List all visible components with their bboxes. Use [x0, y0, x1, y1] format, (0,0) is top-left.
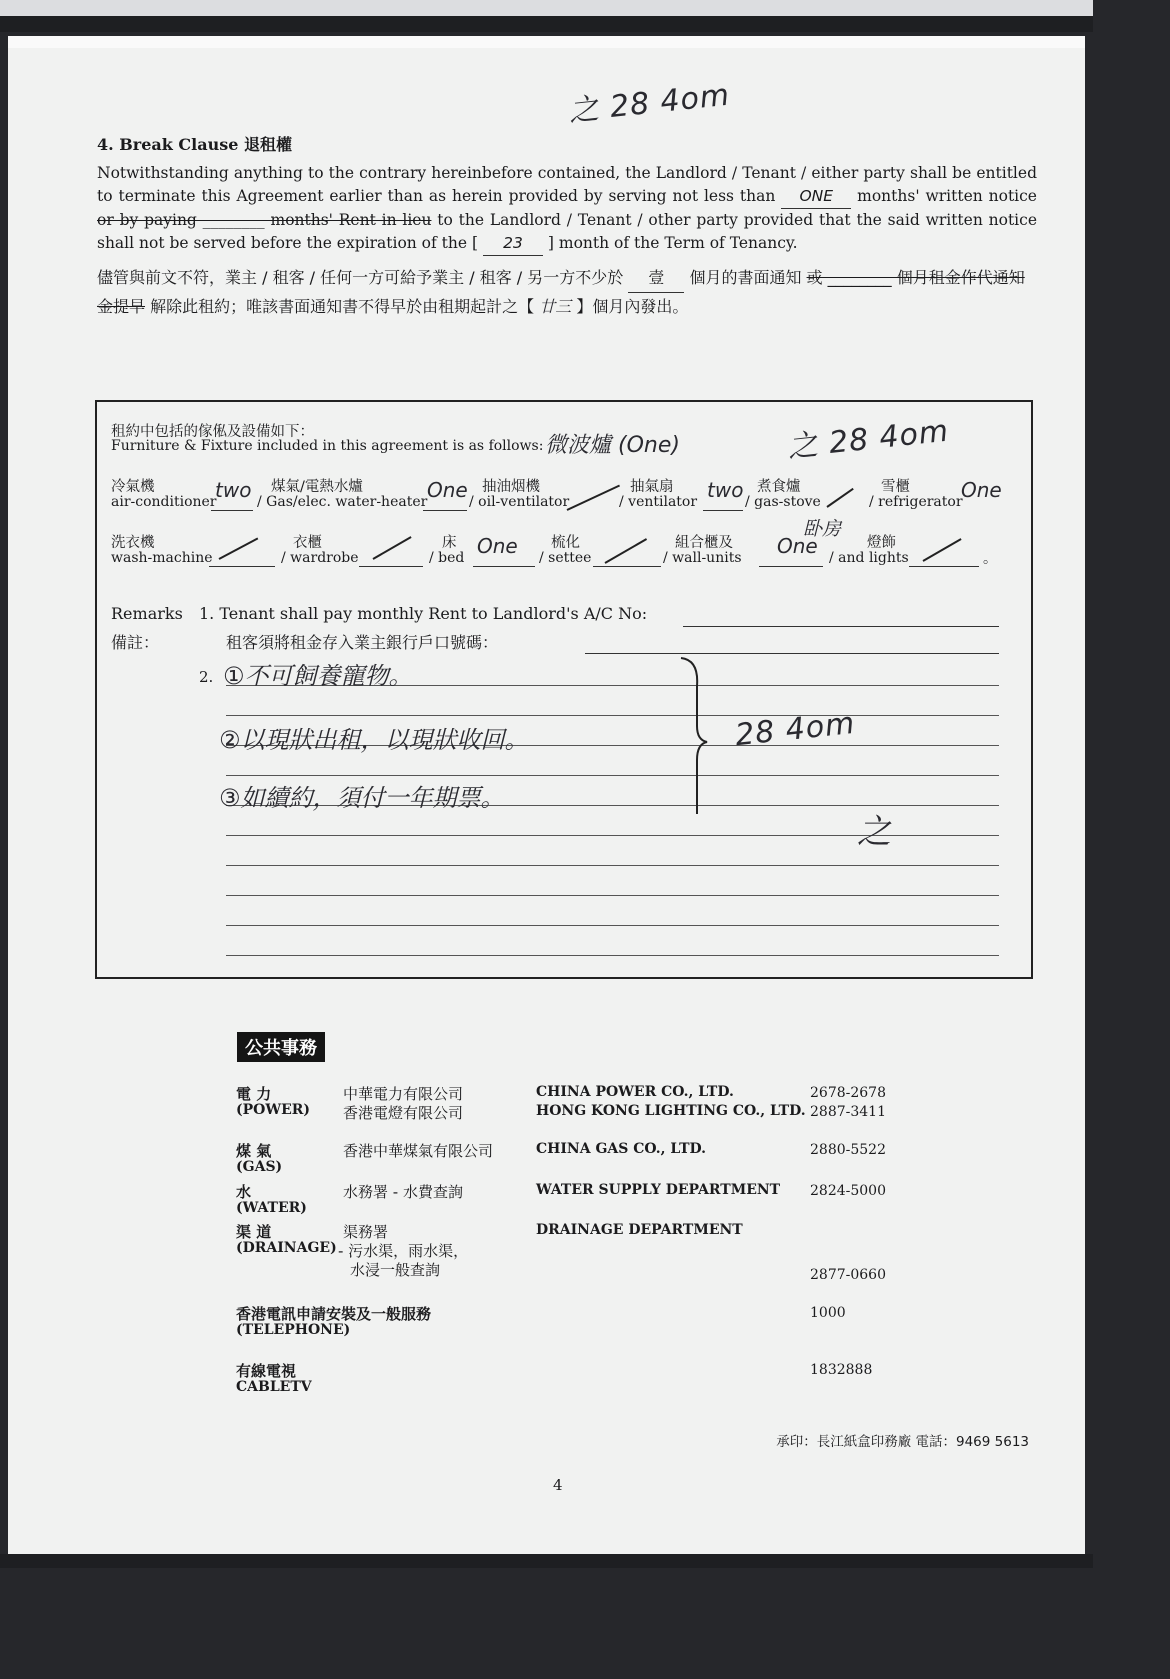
clause-english-paragraph: [97, 162, 1037, 256]
item-oilvent-zh: 抽油烟機: [482, 479, 540, 495]
remark-rule-7: [226, 865, 999, 866]
box-signature: 之 28 4om: [785, 413, 951, 466]
power-company-2-en: HONG KONG LIGHTING CO., LTD.: [536, 1103, 806, 1119]
drainage-label-en: (DRAINAGE): [236, 1240, 337, 1256]
telephone-label-en: (TELEPHONE): [236, 1322, 351, 1338]
furniture-heading-zh: 租約中包括的傢俬及設備如下：: [111, 424, 314, 440]
clause-zh-struck: 或 ________ 個月租金作代通知金提早: [97, 268, 1025, 316]
item-settee-slash: [605, 538, 648, 564]
item-wardrobe-zh: 衣櫃: [293, 535, 322, 551]
water-label-en: (WATER): [236, 1200, 307, 1216]
furniture-heading-fill: 微波爐 (One): [545, 433, 680, 458]
item-settee-zh: 梳化: [551, 535, 580, 551]
item-wallunits-en: / wall-units: [663, 550, 742, 566]
item-oilvent-en: / oil-ventilator: [469, 494, 570, 510]
item-wallunits-zh: 組合櫃及: [675, 535, 733, 551]
remarks-line1-zh: 租客須將租金存入業主銀行戶口號碼：: [226, 633, 499, 652]
item-heater-value: One: [427, 478, 468, 502]
remarks-signature: 28 4om: [733, 705, 857, 754]
item-wallunits-value: One: [777, 534, 818, 558]
gas-label-en: (GAS): [236, 1159, 283, 1175]
water-phone: 2824-5000: [810, 1183, 886, 1199]
remarks-initial: 之: [857, 812, 891, 852]
telephone-number: 1000: [810, 1305, 846, 1321]
clause-zh-part1: 儘管與前文不符，業主 / 租客 / 任何一方可給予業主 / 租客 / 另一方不少於: [97, 268, 624, 287]
item-ac-value: two: [215, 478, 252, 502]
item-fridge-value: One: [961, 478, 1002, 502]
item-settee-blank: [593, 566, 661, 567]
item-stove-en: / gas-stove: [745, 494, 821, 510]
item-bed-value: One: [477, 534, 518, 558]
item-washer-en: wash-machine: [111, 550, 213, 566]
power-label-zh: 電 力: [236, 1085, 272, 1103]
account-number-zh-blank: [585, 653, 999, 654]
item-settee-en: / settee: [539, 550, 592, 566]
power-label-en: (POWER): [236, 1102, 310, 1118]
clause-en-struck: or by paying ________ months' Rent in lieu: [97, 211, 432, 229]
screen-top-bar: [0, 16, 1093, 32]
power-company-2-phone: 2887-3411: [810, 1104, 886, 1120]
item-vent-blank: [703, 510, 743, 511]
remarks-label-zh: 備註：: [111, 633, 160, 652]
drainage-phone: 2877-0660: [810, 1267, 886, 1283]
page-top-edge: [8, 36, 1085, 48]
clause-en-part4: ] month of the Term of Tenancy.: [547, 234, 798, 252]
item-stove-zh: 煮食爐: [757, 479, 801, 495]
water-department-en: WATER SUPPLY DEPARTMENT: [536, 1182, 781, 1198]
water-label-zh: 水: [236, 1183, 252, 1201]
remark-rule-2: [226, 715, 999, 716]
clause-zh-part3: 解除此租約；唯該書面通知書不得早於由租期起計之【: [150, 297, 535, 316]
item-heater-blank: [423, 510, 467, 511]
item-washer-zh: 洗衣機: [111, 535, 155, 551]
furniture-heading-en: Furniture & Fixture included in this agreement is as follows:: [111, 438, 544, 454]
item-heater-zh: 煤氣/電熱水爐: [271, 479, 363, 495]
remark-rule-4: [226, 775, 999, 776]
remark-rule-10: [226, 955, 999, 956]
clause-en-part3: to the Landlord / Tenant / other party provided that the said written notice shall not be served before the expiration of the [: [97, 211, 1037, 252]
furniture-remarks-box: [95, 400, 1033, 979]
zh-months-fill: 壹: [628, 264, 684, 293]
cabletv-label-zh: 有線電視: [236, 1362, 297, 1380]
remark-rule-8: [226, 895, 999, 896]
document-page: [8, 36, 1085, 1554]
power-company-2-zh: 香港電燈有限公司: [343, 1104, 464, 1122]
item-vent-en: / ventilator: [619, 494, 698, 510]
item-lights-en: / and lights: [829, 550, 909, 566]
item-ac-blank: [211, 510, 253, 511]
telephone-label-zh: 香港電訊申請安裝及一般服務: [236, 1305, 432, 1323]
item-vent-zh: 抽氣扇: [630, 479, 674, 495]
remarks-num2: 2.: [199, 668, 214, 686]
item-bed-blank: [473, 566, 535, 567]
item-lights-blank: [909, 566, 979, 567]
item-bed-zh: 床: [442, 535, 457, 551]
power-company-1-zh: 中華電力有限公司: [343, 1085, 464, 1103]
item-oilvent-slash: [567, 485, 620, 511]
clause-heading: 4. Break Clause 退租權: [97, 135, 293, 154]
gas-label-zh: 煤 氣: [236, 1142, 272, 1160]
power-company-1-phone: 2678-2678: [810, 1085, 886, 1101]
remarks-line1-en: 1. Tenant shall pay monthly Rent to Landlord's A/C No:: [199, 604, 648, 623]
month-number-fill: 23: [483, 232, 543, 256]
item-heater-en: / Gas/elec. water-heater: [257, 494, 428, 510]
item-lights-zh: 燈飾: [867, 535, 896, 551]
item-fridge-zh: 雪櫃: [881, 479, 910, 495]
item-wardrobe-blank: [359, 566, 423, 567]
page-number: 4: [553, 1476, 563, 1494]
item-wardrobe-en: / wardrobe: [281, 550, 359, 566]
cabletv-number: 1832888: [810, 1362, 873, 1378]
drainage-sub-1: - 污水渠，雨水渠，: [338, 1242, 469, 1260]
item-wardrobe-slash: [373, 536, 412, 560]
item-washer-slash: [219, 537, 259, 559]
clause-zh-part4: 】個月內發出。: [576, 297, 689, 316]
gas-company-zh: 香港中華煤氣有限公司: [343, 1142, 494, 1160]
water-department-zh: 水務署 - 水費查詢: [343, 1183, 463, 1201]
utilities-heading: 公共事務: [237, 1032, 325, 1062]
clause-zh-part2: 個月的書面通知: [689, 268, 802, 287]
item-washer-blank: [209, 566, 275, 567]
months-fill: ONE: [781, 185, 851, 209]
remark-handwritten-3: ③如續約，須付一年期票。: [219, 784, 505, 812]
zh-month-fill: 廿三: [539, 297, 572, 316]
item-fridge-en: / refrigerator: [869, 494, 963, 510]
drainage-department-zh: 渠務署: [343, 1223, 389, 1241]
remarks-brace: [671, 656, 711, 816]
drainage-label-zh: 渠 道: [236, 1223, 272, 1241]
remarks-label-en: Remarks: [111, 604, 183, 623]
screen-bottom-bar: [0, 1554, 1093, 1568]
item-bed-en: / bed: [429, 550, 465, 566]
item-wallunits-blank: [759, 566, 823, 567]
clause-en-part1: Notwithstanding anything to the contrary hereinbefore contained, the Landlord / Tenant / either party shall be entitled to terminate this Agreement earlier than as herein provided by serving not less than: [97, 164, 1037, 205]
printer-footer: 承印：長江紙盒印務廠 電話：9469 5613: [776, 1434, 1029, 1450]
clause-chinese-paragraph: [97, 264, 1037, 321]
remark-handwritten-1: ①不可飼養寵物。: [223, 662, 413, 690]
remark-rule-9: [226, 925, 999, 926]
item-wallunits-note: 卧房: [803, 518, 842, 540]
items-end-mark: 。: [983, 551, 997, 567]
gas-phone: 2880-5522: [810, 1142, 886, 1158]
item-ac-zh: 冷氣機: [111, 479, 155, 495]
gas-company-en: CHINA GAS CO., LTD.: [536, 1141, 707, 1157]
account-number-blank: [683, 626, 999, 627]
item-lights-slash: [923, 538, 962, 562]
screen-top-strip: [0, 0, 1093, 16]
power-company-1-en: CHINA POWER CO., LTD.: [536, 1084, 734, 1100]
item-ac-en: air-conditioner: [111, 494, 217, 510]
cabletv-label-en: CABLETV: [236, 1379, 312, 1395]
item-vent-value: two: [707, 478, 744, 502]
clause-en-part2: months' written notice: [857, 187, 1037, 205]
drainage-sub-2: 水浸一般查詢: [350, 1261, 441, 1279]
top-signature: 之 28 4om: [566, 77, 732, 130]
item-stove-slash: [826, 488, 853, 508]
drainage-department-en: DRAINAGE DEPARTMENT: [536, 1222, 743, 1238]
remark-handwritten-2: ②以現狀出租，以現狀收回。: [219, 726, 529, 754]
